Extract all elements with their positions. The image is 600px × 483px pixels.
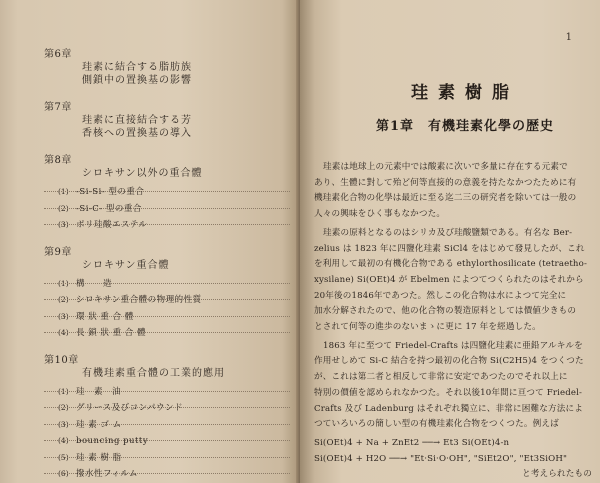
- toc-section: [44, 450, 290, 467]
- toc-section: [44, 325, 290, 342]
- toc-section: [44, 201, 290, 218]
- body-text-line: を利用して最初の有機化合物である ethylorthosilicate (tetraetho-: [314, 259, 587, 270]
- toc-section: [44, 384, 290, 401]
- body-text-line: 1863 年に至つて Friedel-Crafts は四鹽化珪素に亜鉛アルキルを: [323, 340, 583, 351]
- body-text-line: 珪素は地球上の元素中では酸素に次いで多量に存在する元素で: [323, 162, 568, 172]
- toc-chapter-number: 第6章: [44, 49, 72, 60]
- toc-section-title: -Si-C- 型の重合: [76, 203, 142, 214]
- toc-chapter: [44, 101, 290, 140]
- toc-section: [44, 466, 290, 483]
- toc-section-title: 撥水性フィルム: [76, 469, 138, 479]
- toc-section: [44, 417, 290, 434]
- body-text-line: あり、生體に對して殆ど何等直接的の意義を持たなかつたために有: [314, 177, 577, 188]
- toc-section-number: (1): [58, 187, 69, 196]
- toc-chapter-title: 珪素に直接結合する芳: [82, 115, 192, 126]
- toc-section-list: [44, 184, 290, 234]
- toc-section-list: [44, 384, 290, 483]
- body-text-line: 機珪素化合物の化學は最近に至る迄二三の研究者を除いては一般の: [314, 193, 577, 204]
- toc-chapter-title: 側鎖中の置換基の影響: [82, 75, 192, 86]
- toc-section-number: (3): [58, 220, 69, 229]
- toc-section-number: (2): [58, 203, 69, 213]
- toc-chapter: [44, 48, 290, 87]
- toc-section-title: グリース及びコンパウンド: [76, 403, 183, 413]
- toc-chapter: [44, 354, 290, 380]
- page-number: 1: [565, 32, 572, 43]
- toc-section-number: (3): [58, 419, 69, 429]
- toc-section-title: 珪 素 ゴ ム: [76, 419, 122, 430]
- toc-section-title: 構 造: [76, 278, 113, 289]
- book-title: 珪素樹脂: [411, 83, 519, 103]
- toc-section-title: -Si-Si- 型の重合: [76, 187, 145, 197]
- body-text-line: とされて何等の進歩のないまゝに更に 17 年を經過した。: [314, 322, 541, 333]
- body-text-line: と考えられたもの: [522, 469, 592, 480]
- toc-chapter-title: 香核への置換基の導入: [82, 128, 192, 139]
- toc-section-title: 長 鎖 狀 重 合 體: [76, 328, 147, 338]
- body-text-line: zelius は 1823 年に四鹽化珪素 SiCl4 をはじめて發見したが、これ: [314, 243, 585, 254]
- toc-section-number: (3): [58, 311, 69, 321]
- toc-chapter-number: 第7章: [44, 102, 72, 113]
- toc-section-number: (5): [58, 452, 69, 462]
- toc-section-number: (4): [58, 328, 69, 337]
- toc-section-number: (2): [58, 403, 69, 412]
- body-text-line: が、これは第二者と相反して非常に安定であつたのでそれ以上に: [314, 372, 568, 383]
- toc-section-title: 環 狀 重 合 體: [76, 311, 134, 322]
- chapter-heading: 第1章 有機珪素化學の歴史: [375, 119, 555, 134]
- toc-chapter-number: 第10章: [44, 354, 79, 366]
- body-text-line: Si(OEt)4 + Na + ZnEt2 ──→ Et3 Si(OEt)4-n: [314, 437, 510, 448]
- toc-chapter-title: シロキサン重合體: [82, 259, 170, 271]
- body-text-line: 特別の價値を認められなかつた。それ以後10年間に亘つて Friedel-: [314, 387, 583, 398]
- toc-chapter-title: 有機珪素重合體の工業的應用: [82, 367, 225, 379]
- toc-section-title: ポリ珪酸エステル: [76, 220, 148, 230]
- chapter-body-text: [314, 160, 592, 483]
- toc-section-title: bouncing putty: [76, 436, 149, 446]
- toc-section: [44, 184, 290, 201]
- body-text-line: 珪素の原料となるのはシリカ及び珪酸鹽類である。有名な Ber-: [323, 227, 573, 238]
- toc-section-number: (1): [58, 278, 69, 288]
- toc-chapter-title: シロキサン以外の重合體: [82, 168, 203, 179]
- right-page: [300, 0, 600, 483]
- toc-section-number: (2): [58, 295, 69, 304]
- toc-section: [44, 309, 290, 326]
- table-of-contents: [44, 48, 290, 483]
- toc-section-title: 珪 素 油: [76, 386, 122, 397]
- toc-section: [44, 276, 290, 293]
- toc-section: [44, 433, 290, 450]
- toc-section-title: 珪 素 樹 脂: [76, 452, 122, 463]
- body-text-line: 加水分解されたので、他の化合物の製造原料としては價値少きもの: [314, 306, 577, 317]
- toc-section: [44, 217, 290, 234]
- toc-section-title: シロキサン重合體の物理的性質: [76, 295, 202, 305]
- body-text-line: つていろいろの簡しい型の有機珪素化合物をつくつた。例えば: [314, 419, 559, 430]
- toc-section-number: (4): [58, 436, 69, 445]
- body-text-line: 20年後の1846年であつた。然しこの化合物は水によつて完全に: [314, 290, 567, 301]
- body-text-line: Crafts 及び Ladenburg はそれぞれ獨立に、非常に困難な方法によ: [314, 403, 583, 414]
- toc-section-list: [44, 276, 290, 342]
- toc-chapter-number: 第8章: [44, 155, 72, 166]
- toc-section-number: (6): [58, 469, 69, 478]
- toc-chapter: [44, 246, 290, 272]
- body-text-line: xysilane) Si(OEt)4 が Ebelmen によつてつくられたのはそれから: [314, 274, 584, 285]
- body-text-line: Si(OEt)4 + H2O ──→ "Et·Si·O·OH", "SiEt2O", "Et3SiOH": [314, 453, 568, 464]
- toc-chapter: [44, 154, 290, 180]
- body-text-line: 人々の興味をひく事もなかつた。: [314, 209, 446, 220]
- toc-section: [44, 400, 290, 417]
- toc-chapter-number: 第9章: [44, 246, 72, 258]
- toc-section: [44, 292, 290, 309]
- body-text-line: 作用せしめて Si-C 結合を持つ最初の化合物 Si(C2H5)4 をつくつた: [314, 356, 584, 367]
- toc-chapter-title: 珪素に結合する脂肪族: [82, 62, 192, 73]
- toc-section-number: (1): [58, 386, 69, 396]
